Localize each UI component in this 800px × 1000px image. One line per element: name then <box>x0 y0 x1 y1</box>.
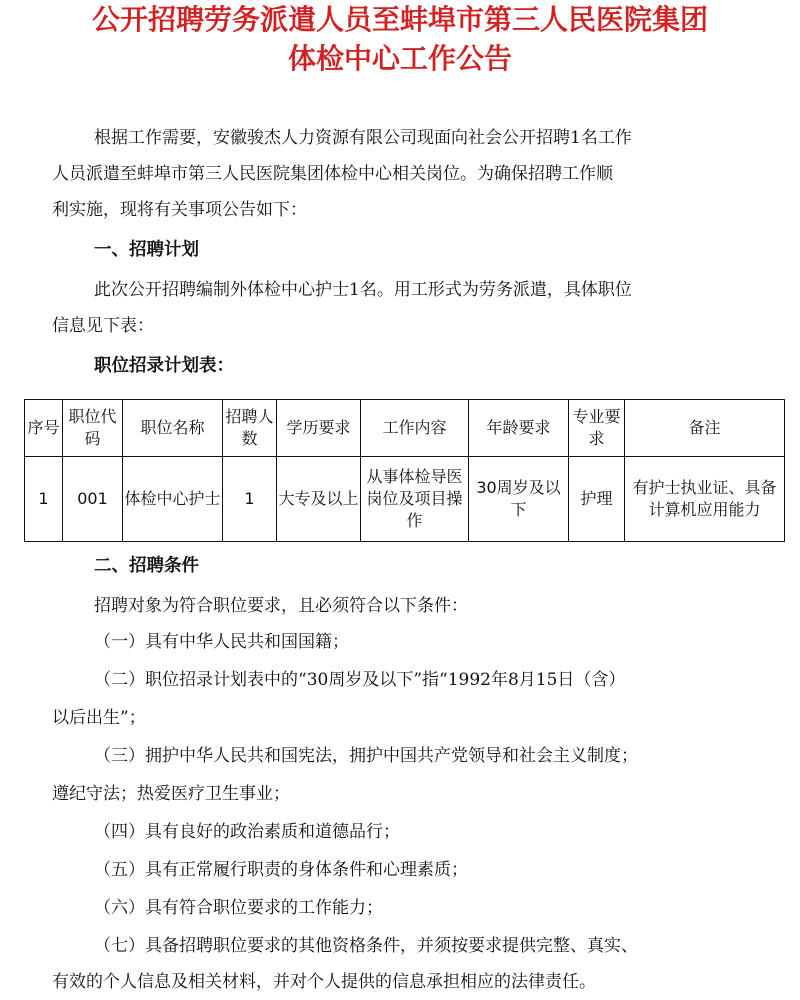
title-line-2: 体检中心工作公告 <box>287 42 512 75</box>
cell-position: 体检中心护士 <box>123 457 223 542</box>
cell-duties: 从事体检导医岗位及项目操作 <box>361 457 469 542</box>
condition-1: （一）具有中华人民共和国国籍； <box>94 632 349 652</box>
cell-major: 护理 <box>569 457 625 542</box>
table-header-row <box>25 400 785 457</box>
header-remarks: 备注 <box>625 400 785 457</box>
header-seq: 序号 <box>25 400 63 457</box>
cell-seq: 1 <box>25 457 63 542</box>
condition-6: （六）具有符合职位要求的工作能力； <box>94 898 383 918</box>
header-duties: 工作内容 <box>361 400 469 457</box>
header-code: 职位代码 <box>63 400 123 457</box>
cell-education: 大专及以上 <box>277 457 361 542</box>
condition-3-line-2: 遵纪守法；热爱医疗卫生事业； <box>52 784 290 804</box>
header-count: 招聘人数 <box>223 400 277 457</box>
condition-2-line-2: 以后出生”； <box>52 708 146 728</box>
section-2-heading: 二、招聘条件 <box>94 556 199 576</box>
section-1-heading: 一、招聘计划 <box>94 240 199 260</box>
section-1-line-1: 此次公开招聘编制外体检中心护士1名。用工形式为劳务派遣，具体职位 <box>94 280 632 300</box>
section-1-line-2: 信息见下表： <box>52 316 154 336</box>
condition-intro: 招聘对象为符合职位要求，且必须符合以下条件： <box>94 596 468 616</box>
cell-count: 1 <box>223 457 277 542</box>
condition-7-line-1: （七）具备招聘职位要求的其他资格条件，并须按要求提供完整、真实、 <box>94 936 638 956</box>
condition-5: （五）具有正常履行职责的身体条件和心理素质； <box>94 860 468 880</box>
table-title: 职位招录计划表： <box>94 356 234 376</box>
recruitment-plan-table <box>24 399 785 542</box>
intro-line-1: 根据工作需要，安徽骏杰人力资源有限公司现面向社会公开招聘1名工作 <box>94 128 632 148</box>
intro-line-3: 利实施，现将有关事项公告如下： <box>52 200 307 220</box>
cell-age: 30周岁及以下 <box>469 457 569 542</box>
condition-4: （四）具有良好的政治素质和道德品行； <box>94 822 400 842</box>
cell-remarks: 有护士执业证、具备计算机应用能力 <box>625 457 785 542</box>
cell-code: 001 <box>63 457 123 542</box>
table-row <box>25 457 785 542</box>
header-major: 专业要求 <box>569 400 625 457</box>
condition-7-line-2: 有效的个人信息及相关材料，并对个人提供的信息承担相应的法律责任。 <box>52 972 596 992</box>
condition-3-line-1: （三）拥护中华人民共和国宪法，拥护中国共产党领导和社会主义制度； <box>94 746 638 766</box>
header-education: 学历要求 <box>277 400 361 457</box>
header-position: 职位名称 <box>123 400 223 457</box>
intro-line-2: 人员派遣至蚌埠市第三人民医院集团体检中心相关岗位。为确保招聘工作顺 <box>52 164 613 184</box>
condition-2-line-1: （二）职位招录计划表中的“30周岁及以下”指“1992年8月15日（含） <box>94 670 626 690</box>
header-age: 年龄要求 <box>469 400 569 457</box>
title-line-1: 公开招聘劳务派遣人员至蚌埠市第三人民医院集团 <box>91 3 708 36</box>
